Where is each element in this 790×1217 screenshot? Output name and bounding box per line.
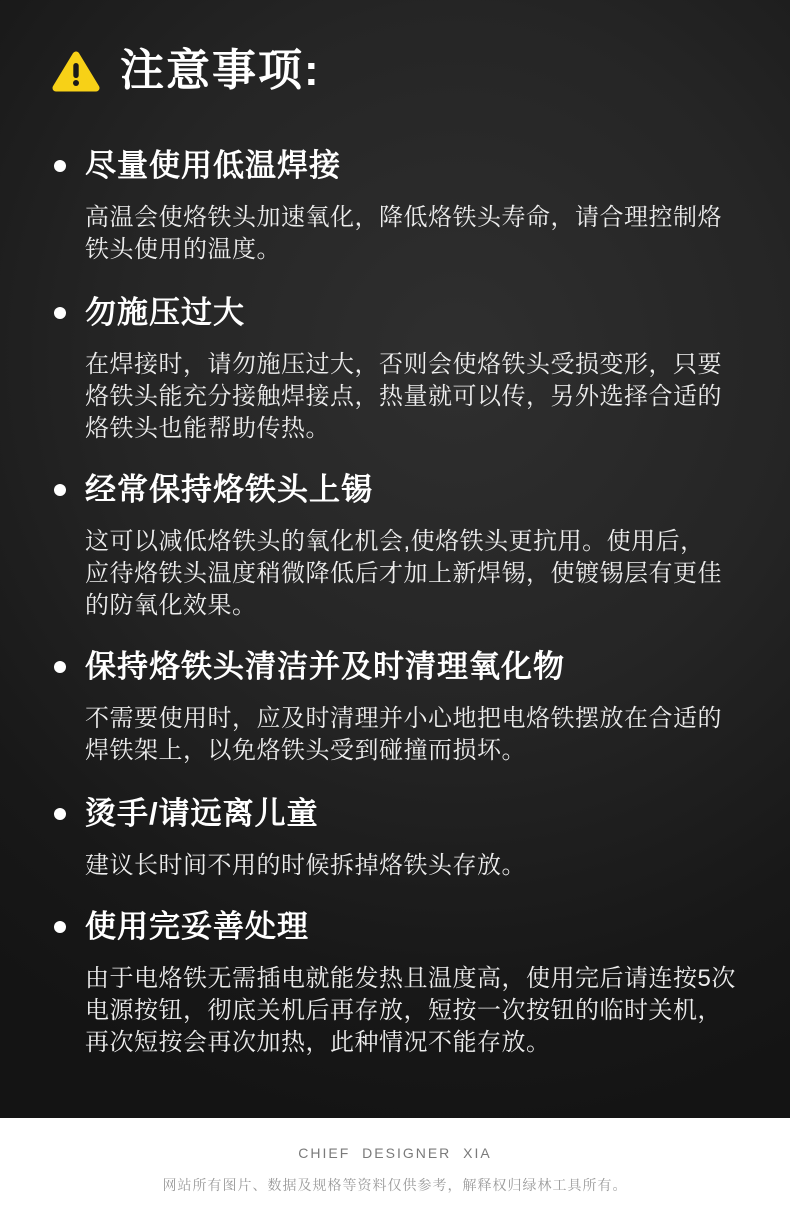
body-line: 应待烙铁头温度稍微降低后才加上新焊锡，使镀锡层有更佳 — [85, 560, 722, 587]
section-heading-text: 烫手/请远离儿童 — [85, 796, 319, 831]
notice-section — [0, 907, 790, 1059]
body-line: 由于电烙铁无需插电就能发热且温度高，使用完后请连按5次 — [85, 965, 736, 992]
body-line: 不需要使用时，应及时清理并小心地把电烙铁摆放在合适的 — [85, 705, 722, 732]
footer — [0, 1118, 790, 1217]
notice-section — [0, 647, 790, 767]
section-heading — [0, 293, 790, 333]
bullet-dot-icon — [54, 484, 66, 496]
section-heading-text: 经常保持烙铁头上锡 — [85, 472, 373, 507]
section-body — [0, 526, 790, 622]
section-heading — [0, 907, 790, 947]
bullet-dot-icon — [54, 307, 66, 319]
body-line: 高温会使烙铁头加速氧化，降低烙铁头寿命，请合理控制烙 — [85, 204, 722, 231]
section-heading — [0, 470, 790, 510]
section-heading — [0, 146, 790, 186]
section-heading — [0, 647, 790, 687]
notice-section — [0, 146, 790, 266]
section-heading-text: 使用完妥善处理 — [85, 909, 309, 944]
notice-section — [0, 293, 790, 445]
warning-icon — [52, 50, 100, 93]
page-title: 注意事项: — [120, 46, 321, 95]
body-line: 铁头使用的温度。 — [85, 236, 281, 263]
body-line: 这可以减低烙铁头的氧化机会,使烙铁头更抗用。使用后， — [85, 528, 705, 555]
section-body — [0, 202, 790, 266]
body-line: 的防氧化效果。 — [85, 592, 257, 619]
section-heading-text: 保持烙铁头清洁并及时清理氧化物 — [85, 649, 565, 684]
section-heading-text: 勿施压过大 — [85, 295, 245, 330]
section-body — [0, 703, 790, 767]
bullet-dot-icon — [54, 160, 66, 172]
body-line: 烙铁头能充分接触焊接点，热量就可以传，另外选择合适的 — [85, 383, 722, 410]
section-heading — [0, 794, 790, 834]
bullet-dot-icon — [54, 808, 66, 820]
body-line: 再次短按会再次加热，此种情况不能存放。 — [85, 1029, 551, 1056]
disclaimer-text: 网站所有图片、数据及规格等资料仅供参考，解释权归绿林工具所有。 — [162, 1177, 628, 1193]
section-body — [0, 850, 790, 882]
body-line: 电源按钮，彻底关机后再存放，短按一次按钮的临时关机， — [85, 997, 722, 1024]
notice-section — [0, 470, 790, 622]
section-heading-text: 尽量使用低温焊接 — [85, 148, 341, 183]
body-line: 建议长时间不用的时候拆掉烙铁头存放。 — [85, 852, 526, 879]
notice-section — [0, 794, 790, 882]
body-line: 在焊接时，请勿施压过大，否则会使烙铁头受损变形，只要 — [85, 351, 722, 378]
section-body — [0, 963, 790, 1059]
bullet-dot-icon — [54, 661, 66, 673]
body-line: 烙铁头也能帮助传热。 — [85, 415, 330, 442]
bullet-dot-icon — [54, 921, 66, 933]
section-body — [0, 349, 790, 445]
designer-credit: CHIEF DESIGNER XIA — [298, 1145, 492, 1161]
body-line: 焊铁架上，以免烙铁头受到碰撞而损坏。 — [85, 737, 526, 764]
